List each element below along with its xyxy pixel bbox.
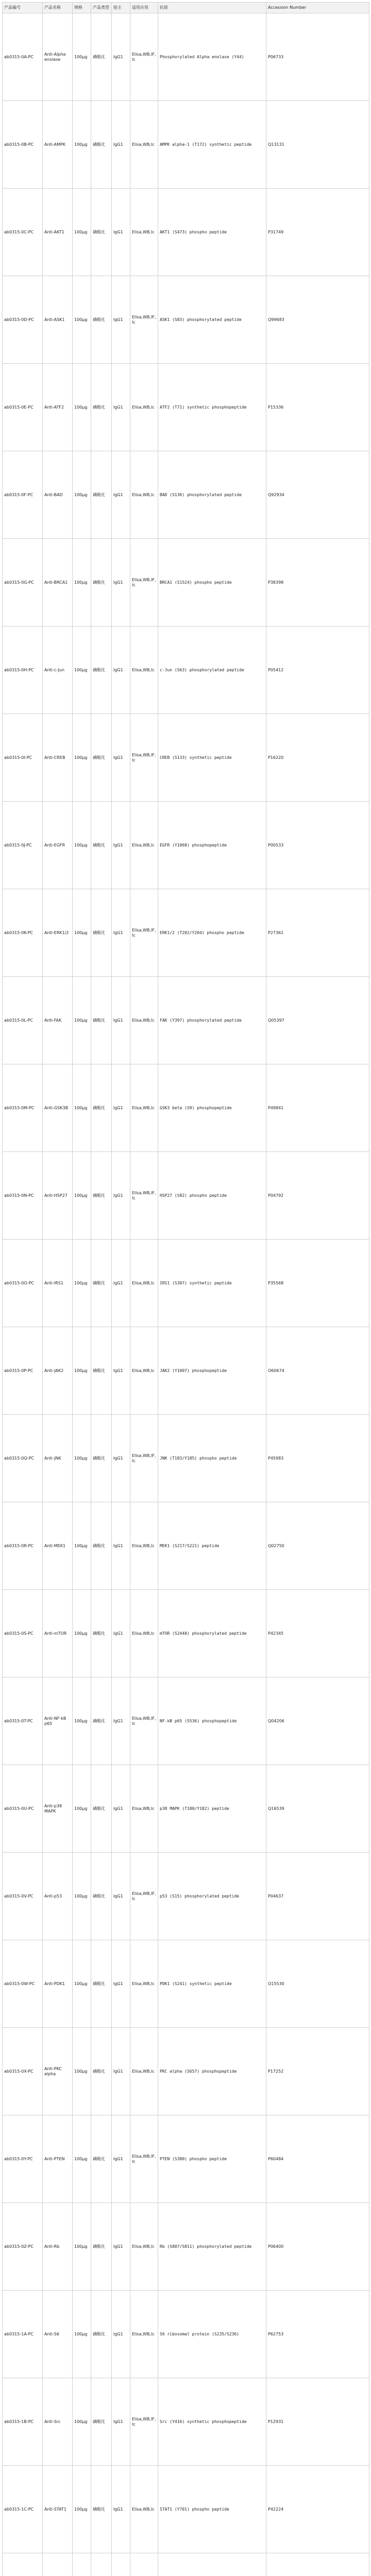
type-cell: 磷酸化: [91, 1502, 112, 1590]
type-cell: 磷酸化: [91, 189, 112, 276]
header-cell-accession: Accession Number: [266, 3, 369, 13]
application-cell: Elisa,WB,Ic: [130, 626, 158, 714]
type-cell: 磷酸化: [91, 1415, 112, 1502]
table-header: [3, 3, 369, 13]
product-name-cell: Anti-STAT1: [43, 2466, 73, 2553]
product-id-cell: ab0315-0J-PC: [3, 802, 43, 889]
header-cell-product-id: 产品编号: [3, 3, 43, 13]
type-cell: 磷酸化: [91, 977, 112, 1064]
host-cell: IgG1: [112, 2291, 130, 2378]
product-name-cell: Anti-BRCA1: [43, 539, 73, 626]
accession-cell: P62753: [266, 2291, 369, 2378]
header-cell-application: 适用应用: [130, 3, 158, 13]
table-row: [3, 1765, 369, 1853]
accession-cell: P04637: [266, 1853, 369, 1940]
type-cell: 磷酸化: [91, 714, 112, 802]
type-cell: 磷酸化: [91, 2203, 112, 2291]
antigen-cell: ERK1/2 (T202/Y204) phospho peptide: [158, 889, 266, 977]
product-id-cell: ab0315-0N-PC: [3, 1152, 43, 1240]
table-row: [3, 189, 369, 276]
table-row: [3, 101, 369, 189]
type-cell: 磷酸化: [91, 1240, 112, 1327]
accession-cell: P16220: [266, 714, 369, 802]
type-cell: 磷酸化: [91, 1765, 112, 1853]
accession-cell: Q92934: [266, 451, 369, 539]
spec-cell: 100μg: [73, 2203, 91, 2291]
product-name-cell: Anti-FAK: [43, 977, 73, 1064]
accession-cell: Q13131: [266, 101, 369, 189]
application-cell: Elisa,WB,IF,Ic: [130, 1152, 158, 1240]
application-cell: Elisa,WB,IF,Ic: [130, 276, 158, 364]
table-row: [3, 1502, 369, 1590]
spec-cell: 100μg: [73, 2378, 91, 2466]
host-cell: IgG1: [112, 101, 130, 189]
product-name-cell: Anti-HSP27: [43, 1152, 73, 1240]
host-cell: IgG1: [112, 1940, 130, 2028]
accession-cell: P06733: [266, 13, 369, 101]
header-cell-host: 宿主: [112, 3, 130, 13]
spec-cell: 100μg: [73, 1940, 91, 2028]
host-cell: IgG1: [112, 802, 130, 889]
spec-cell: 100μg: [73, 1853, 91, 1940]
antigen-cell: EGFR (Y1068) phosphopeptide: [158, 802, 266, 889]
product-id-cell: ab0315-0B-PC: [3, 101, 43, 189]
table-row: [3, 2203, 369, 2291]
application-cell: Elisa,WB,IF,Ic: [130, 1853, 158, 1940]
type-cell: 磷酸化: [91, 276, 112, 364]
spec-cell: 100μg: [73, 451, 91, 539]
antigen-cell: PTEN (S380) phospho peptide: [158, 2115, 266, 2203]
application-cell: Elisa,WB,Ic: [130, 1240, 158, 1327]
product-id-cell: [3, 2553, 43, 2576]
product-id-cell: ab0315-0Q-PC: [3, 1415, 43, 1502]
accession-cell: Q99683: [266, 276, 369, 364]
accession-cell: P00533: [266, 802, 369, 889]
type-cell: 磷酸化: [91, 101, 112, 189]
type-cell: 磷酸化: [91, 1677, 112, 1765]
table-row: [3, 1327, 369, 1415]
product-id-cell: ab0315-0H-PC: [3, 626, 43, 714]
host-cell: IgG1: [112, 889, 130, 977]
accession-cell: Q02750: [266, 1502, 369, 1590]
spec-cell: 100μg: [73, 1240, 91, 1327]
accession-cell: P06400: [266, 2203, 369, 2291]
application-cell: Elisa,WB,Ic: [130, 1590, 158, 1677]
product-name-cell: Anti-NF-kB p65: [43, 1677, 73, 1765]
accession-cell: P15336: [266, 364, 369, 451]
antigen-cell: BAD (S136) phosphorylated peptide: [158, 451, 266, 539]
product-id-cell: ab0315-0F-PC: [3, 451, 43, 539]
application-cell: Elisa,WB,Ic: [130, 2291, 158, 2378]
type-cell: 磷酸化: [91, 2291, 112, 2378]
product-id-cell: ab0315-0P-PC: [3, 1327, 43, 1415]
product-id-cell: ab0315-1A-PC: [3, 2291, 43, 2378]
type-cell: 磷酸化: [91, 364, 112, 451]
spec-cell: 100μg: [73, 977, 91, 1064]
product-name-cell: Anti-S6: [43, 2291, 73, 2378]
application-cell: Elisa,WB,Ic: [130, 1327, 158, 1415]
type-cell: 磷酸化: [91, 1064, 112, 1152]
host-cell: IgG1: [112, 1152, 130, 1240]
host-cell: IgG1: [112, 1590, 130, 1677]
product-table: [2, 2, 369, 2576]
product-id-cell: ab0315-0D-PC: [3, 276, 43, 364]
spec-cell: 100μg: [73, 1064, 91, 1152]
accession-cell: P17252: [266, 2028, 369, 2115]
antigen-cell: JAK2 (Y1007) phosphopeptide: [158, 1327, 266, 1415]
spec-cell: 100μg: [73, 2291, 91, 2378]
product-name-cell: Anti-PDK1: [43, 1940, 73, 2028]
type-cell: [91, 2553, 112, 2576]
product-name-cell: Anti-AKT1: [43, 189, 73, 276]
host-cell: IgG1: [112, 1502, 130, 1590]
spec-cell: 100μg: [73, 889, 91, 977]
accession-cell: P12931: [266, 2378, 369, 2466]
type-cell: 磷酸化: [91, 1853, 112, 1940]
product-name-cell: Anti-EGFR: [43, 802, 73, 889]
type-cell: 磷酸化: [91, 2028, 112, 2115]
spec-cell: 100μg: [73, 714, 91, 802]
antigen-cell: BRCA1 (S1524) phospho peptide: [158, 539, 266, 626]
host-cell: [112, 2553, 130, 2576]
type-cell: 磷酸化: [91, 2378, 112, 2466]
host-cell: IgG1: [112, 1327, 130, 1415]
host-cell: IgG1: [112, 276, 130, 364]
application-cell: Elisa,WB,IF,Ic: [130, 1415, 158, 1502]
spec-cell: 100μg: [73, 1152, 91, 1240]
spec-cell: 100μg: [73, 626, 91, 714]
application-cell: Elisa,WB,Ic: [130, 1940, 158, 2028]
type-cell: 磷酸化: [91, 2115, 112, 2203]
spec-cell: 100μg: [73, 13, 91, 101]
accession-cell: P04792: [266, 1152, 369, 1240]
table-row: [3, 2466, 369, 2553]
product-name-cell: Anti-GSK3B: [43, 1064, 73, 1152]
spec-cell: 100μg: [73, 1502, 91, 1590]
application-cell: Elisa,WB,IF,Ic: [130, 1677, 158, 1765]
host-cell: IgG1: [112, 1064, 130, 1152]
table-row: [3, 364, 369, 451]
antigen-cell: ATF2 (T71) synthetic phosphopeptide: [158, 364, 266, 451]
product-id-cell: ab0315-0V-PC: [3, 1853, 43, 1940]
spec-cell: 100μg: [73, 539, 91, 626]
host-cell: IgG1: [112, 1765, 130, 1853]
accession-cell: [266, 2553, 369, 2576]
antigen-cell: CREB (S133) synthetic peptide: [158, 714, 266, 802]
product-id-cell: ab0315-0G-PC: [3, 539, 43, 626]
host-cell: IgG1: [112, 1853, 130, 1940]
antigen-cell: MEK1 (S217/S221) peptide: [158, 1502, 266, 1590]
product-name-cell: Anti-p53: [43, 1853, 73, 1940]
accession-cell: P42224: [266, 2466, 369, 2553]
host-cell: IgG1: [112, 714, 130, 802]
antigen-cell: NF-kB p65 (S536) phosphopeptide: [158, 1677, 266, 1765]
antigen-cell: Phosphorylated Alpha enolase (Y44): [158, 13, 266, 101]
application-cell: Elisa,WB,Ic: [130, 2028, 158, 2115]
header-cell-antigen: 抗原: [158, 3, 266, 13]
antigen-cell: S6 ribosomal protein (S235/S236): [158, 2291, 266, 2378]
product-id-cell: ab0315-0S-PC: [3, 1590, 43, 1677]
accession-cell: Q16539: [266, 1765, 369, 1853]
spec-cell: 100μg: [73, 276, 91, 364]
application-cell: Elisa,WB,Ic: [130, 2203, 158, 2291]
accession-cell: P31749: [266, 189, 369, 276]
header-cell-product-name: 产品名称: [43, 3, 73, 13]
accession-cell: P35568: [266, 1240, 369, 1327]
application-cell: Elisa,WB,Ic: [130, 2466, 158, 2553]
spec-cell: 100μg: [73, 1677, 91, 1765]
spec-cell: 100μg: [73, 2028, 91, 2115]
table-row: [3, 1152, 369, 1240]
product-id-cell: ab0315-0T-PC: [3, 1677, 43, 1765]
type-cell: 磷酸化: [91, 451, 112, 539]
product-id-cell: ab0315-0O-PC: [3, 1240, 43, 1327]
spec-cell: 100μg: [73, 802, 91, 889]
antigen-cell: c-Jun (S63) phosphorylated peptide: [158, 626, 266, 714]
table-row: [3, 1677, 369, 1765]
application-cell: Elisa,WB,Ic: [130, 1064, 158, 1152]
table-row: [3, 2553, 369, 2576]
header-cell-type: 产品类型: [91, 3, 112, 13]
application-cell: Elisa,WB,Ic: [130, 1765, 158, 1853]
product-name-cell: Anti-JAK2: [43, 1327, 73, 1415]
product-name-cell: Anti-AMPK: [43, 101, 73, 189]
product-name-cell: Anti-ASK1: [43, 276, 73, 364]
accession-cell: Q04206: [266, 1677, 369, 1765]
application-cell: Elisa,WB,IF,Ic: [130, 2115, 158, 2203]
product-id-cell: ab0315-0M-PC: [3, 1064, 43, 1152]
table-row: [3, 2291, 369, 2378]
header-row: [3, 3, 369, 13]
application-cell: Elisa,WB,Ic: [130, 977, 158, 1064]
spec-cell: 100μg: [73, 1590, 91, 1677]
accession-cell: P05412: [266, 626, 369, 714]
accession-cell: O15530: [266, 1940, 369, 2028]
product-id-cell: ab0315-0U-PC: [3, 1765, 43, 1853]
table-row: [3, 276, 369, 364]
product-id-cell: ab0315-0Z-PC: [3, 2203, 43, 2291]
antigen-cell: mTOR (S2448) phosphorylated peptide: [158, 1590, 266, 1677]
accession-cell: P38398: [266, 539, 369, 626]
table-row: [3, 2378, 369, 2466]
antigen-cell: Rb (S807/S811) phosphorylated peptide: [158, 2203, 266, 2291]
host-cell: IgG1: [112, 2203, 130, 2291]
host-cell: IgG1: [112, 977, 130, 1064]
table-row: [3, 1940, 369, 2028]
host-cell: IgG1: [112, 13, 130, 101]
spec-cell: 100μg: [73, 2466, 91, 2553]
application-cell: Elisa,WB,IF,Ic: [130, 539, 158, 626]
type-cell: 磷酸化: [91, 1940, 112, 2028]
product-id-cell: ab0315-0I-PC: [3, 714, 43, 802]
type-cell: 磷酸化: [91, 1327, 112, 1415]
type-cell: 磷酸化: [91, 13, 112, 101]
antigen-cell: p53 (S15) phosphorylated peptide: [158, 1853, 266, 1940]
application-cell: Elisa,WB,IF,Ic: [130, 889, 158, 977]
product-id-cell: ab0315-0R-PC: [3, 1502, 43, 1590]
antigen-cell: STAT1 (Y701) phospho peptide: [158, 2466, 266, 2553]
product-id-cell: ab0315-0Y-PC: [3, 2115, 43, 2203]
product-name-cell: [43, 2553, 73, 2576]
antigen-cell: IRS1 (S307) synthetic peptide: [158, 1240, 266, 1327]
product-name-cell: Anti-PTEN: [43, 2115, 73, 2203]
type-cell: 磷酸化: [91, 1590, 112, 1677]
application-cell: Elisa,WB,IF,Ic: [130, 13, 158, 101]
product-name-cell: Anti-JNK: [43, 1415, 73, 1502]
product-name-cell: Anti-Rb: [43, 2203, 73, 2291]
accession-cell: P45983: [266, 1415, 369, 1502]
product-name-cell: Anti-Src: [43, 2378, 73, 2466]
antigen-cell: ASK1 (S83) phosphorylated peptide: [158, 276, 266, 364]
table-row: [3, 889, 369, 977]
host-cell: IgG1: [112, 364, 130, 451]
spec-cell: 100μg: [73, 1415, 91, 1502]
product-id-cell: ab0315-0E-PC: [3, 364, 43, 451]
application-cell: Elisa,WB,Ic: [130, 451, 158, 539]
application-cell: Elisa,WB,Ic: [130, 189, 158, 276]
accession-cell: O60674: [266, 1327, 369, 1415]
antigen-cell: PKC alpha (S657) phosphopeptide: [158, 2028, 266, 2115]
product-id-cell: ab0315-0X-PC: [3, 2028, 43, 2115]
table-row: [3, 1590, 369, 1677]
application-cell: Elisa,WB,IF,Ic: [130, 714, 158, 802]
table-row: [3, 2115, 369, 2203]
type-cell: 磷酸化: [91, 626, 112, 714]
host-cell: IgG1: [112, 1415, 130, 1502]
spec-cell: 100μg: [73, 2115, 91, 2203]
table-body: [3, 13, 369, 2576]
product-name-cell: Anti-MEK1: [43, 1502, 73, 1590]
product-name-cell: Anti-BAD: [43, 451, 73, 539]
product-id-cell: ab0315-0K-PC: [3, 889, 43, 977]
host-cell: IgG1: [112, 2028, 130, 2115]
product-id-cell: ab0315-0L-PC: [3, 977, 43, 1064]
antigen-cell: Src (Y416) synthetic phosphopeptide: [158, 2378, 266, 2466]
table-row: [3, 802, 369, 889]
antigen-cell: GSK3 beta (S9) phosphopeptide: [158, 1064, 266, 1152]
antigen-cell: JNK (T183/Y185) phospho peptide: [158, 1415, 266, 1502]
type-cell: 磷酸化: [91, 1152, 112, 1240]
antigen-cell: HSP27 (S82) phospho peptide: [158, 1152, 266, 1240]
type-cell: 磷酸化: [91, 889, 112, 977]
table-row: [3, 1853, 369, 1940]
spec-cell: [73, 2553, 91, 2576]
antigen-cell: FAK (Y397) phosphorylated peptide: [158, 977, 266, 1064]
product-id-cell: ab0315-0A-PC: [3, 13, 43, 101]
application-cell: Elisa,WB,IF,Ic: [130, 2378, 158, 2466]
table-row: [3, 977, 369, 1064]
antigen-cell: PDK1 (S241) synthetic peptide: [158, 1940, 266, 2028]
table-row: [3, 2028, 369, 2115]
spec-cell: 100μg: [73, 101, 91, 189]
application-cell: Elisa,WB,Ic: [130, 364, 158, 451]
table-row: [3, 451, 369, 539]
host-cell: IgG1: [112, 626, 130, 714]
product-name-cell: Anti-ERK1/2: [43, 889, 73, 977]
product-name-cell: Anti-p38 MAPK: [43, 1765, 73, 1853]
table-row: [3, 1415, 369, 1502]
table-row: [3, 13, 369, 101]
host-cell: IgG1: [112, 2378, 130, 2466]
type-cell: 磷酸化: [91, 539, 112, 626]
host-cell: IgG1: [112, 1240, 130, 1327]
table-row: [3, 714, 369, 802]
accession-cell: Q05397: [266, 977, 369, 1064]
host-cell: IgG1: [112, 2115, 130, 2203]
application-cell: Elisa,WB,Ic: [130, 1502, 158, 1590]
product-name-cell: Anti-CREB: [43, 714, 73, 802]
table-row: [3, 1240, 369, 1327]
product-name-cell: Anti-IRS1: [43, 1240, 73, 1327]
product-id-cell: ab0315-0C-PC: [3, 189, 43, 276]
antigen-cell: [158, 2553, 266, 2576]
spec-cell: 100μg: [73, 1327, 91, 1415]
accession-cell: P27361: [266, 889, 369, 977]
application-cell: [130, 2553, 158, 2576]
antigen-cell: AKT1 (S473) phospho peptide: [158, 189, 266, 276]
accession-cell: P42345: [266, 1590, 369, 1677]
product-id-cell: ab0315-0W-PC: [3, 1940, 43, 2028]
table-row: [3, 1064, 369, 1152]
host-cell: IgG1: [112, 539, 130, 626]
host-cell: IgG1: [112, 2466, 130, 2553]
table-row: [3, 539, 369, 626]
antigen-cell: AMPK alpha-1 (T172) synthetic peptide: [158, 101, 266, 189]
type-cell: 磷酸化: [91, 802, 112, 889]
spec-cell: 100μg: [73, 189, 91, 276]
spec-cell: 100μg: [73, 364, 91, 451]
product-id-cell: ab0315-1C-PC: [3, 2466, 43, 2553]
product-name-cell: Anti-Alpha enolase: [43, 13, 73, 101]
product-name-cell: Anti-c-Jun: [43, 626, 73, 714]
product-name-cell: Anti-PKC alpha: [43, 2028, 73, 2115]
accession-cell: P60484: [266, 2115, 369, 2203]
accession-cell: P49841: [266, 1064, 369, 1152]
application-cell: Elisa,WB,Ic: [130, 101, 158, 189]
host-cell: IgG1: [112, 451, 130, 539]
product-name-cell: Anti-mTOR: [43, 1590, 73, 1677]
type-cell: 磷酸化: [91, 2466, 112, 2553]
table-row: [3, 626, 369, 714]
host-cell: IgG1: [112, 189, 130, 276]
product-id-cell: ab0315-1B-PC: [3, 2378, 43, 2466]
host-cell: IgG1: [112, 1677, 130, 1765]
spec-cell: 100μg: [73, 1765, 91, 1853]
application-cell: Elisa,WB,Ic: [130, 802, 158, 889]
product-name-cell: Anti-ATF2: [43, 364, 73, 451]
antigen-cell: p38 MAPK (T180/Y182) peptide: [158, 1765, 266, 1853]
header-cell-spec: 规格: [73, 3, 91, 13]
